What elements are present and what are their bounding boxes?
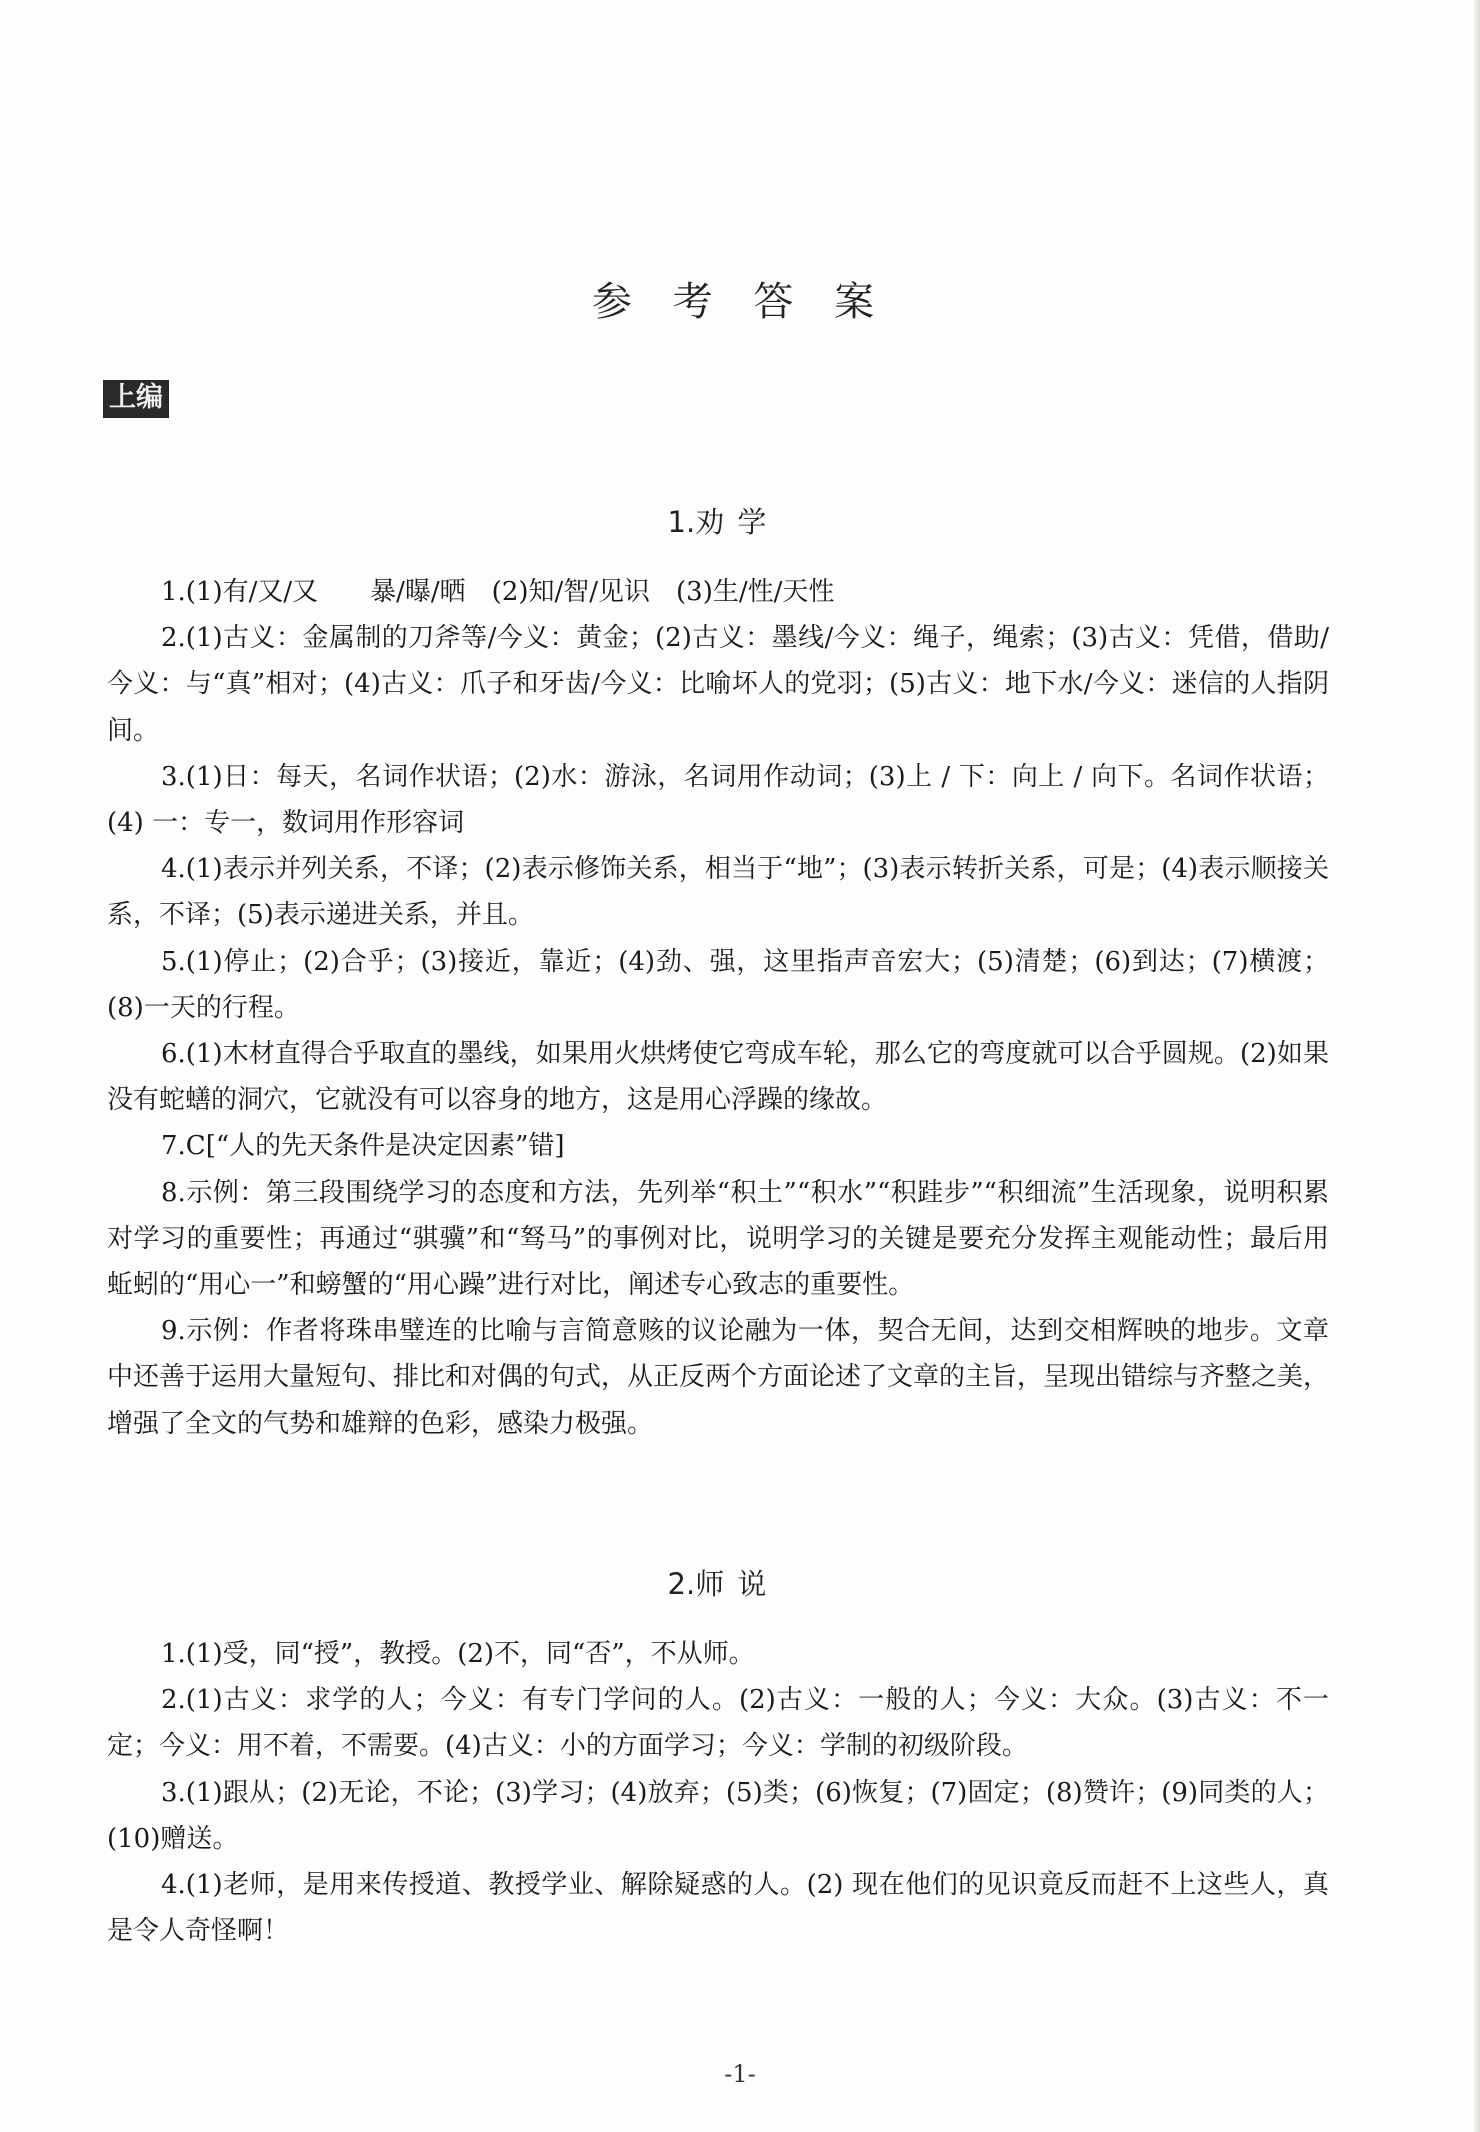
answer-item: 1.(1)受，同“授”，教授。(2)不，同“否”，不从师。 [161,1639,755,1669]
answer-item: 4.(1)老师，是用来传授道、教授学业、解除疑惑的人。(2) 现在他们的见识竟反而赶不上这些人，真是令人奇怪啊！ [107,1870,1329,1947]
section-title [107,1562,1329,1603]
part-label-badge: 上编 [103,380,169,418]
answer-item: 6.(1)木材直得合乎取直的墨线，如果用火烘烤使它弯成车轮，那么它的弯度就可以合乎圆规。(2)如果没有蛇蟮的洞穴，它就没有可以容身的地方，这是用心浮躁的缘故。 [107,1039,1329,1116]
page-title: 参 考 答 案 [591,279,889,325]
answer-item: 2.(1)古义：金属制的刀斧等/今义：黄金；(2)古义：墨线/今义：绳子，绳索；(3)古义：凭借，借助/今义：与“真”相对；(4)古义：爪子和牙齿/今义：比喻坏人的党羽；(5)古义：地下水/今义：迷信的人指阴间。 [107,623,1329,746]
answer-item: 4.(1)表示并列关系，不译；(2)表示修饰关系，相当于“地”；(3)表示转折关系，可是；(4)表示顺接关系，不译；(5)表示递进关系，并且。 [107,854,1329,931]
section-shishuo [107,1562,1329,1954]
section-quanxue [107,500,1329,1447]
section-number: 2. [667,1567,696,1601]
answer-item: 1.(1)有/又/又 暴/曝/晒 (2)知/智/见识 (3)生/性/天性 [161,577,835,607]
answer-item: 5.(1)停止；(2)合乎；(3)接近，靠近；(4)劲、强，这里指声音宏大；(5)清楚；(6)到达；(7)横渡；(8)一天的行程。 [107,946,1329,1023]
section-name: 师 说 [695,1567,769,1601]
answer-item: 7.C[“人的先天条件是决定因素”错] [161,1131,565,1162]
section-number: 1. [667,505,696,539]
answer-item: 8.示例：第三段围绕学习的态度和方法，先列举“积土”“积水”“积跬步”“积细流”生活现象，说明积累对学习的重要性；再通过“骐骥”和“驽马”的事例对比，说明学习的关键是要充分发挥主观能动性；最后用蚯蚓的“用心一”和螃蟹的“用心躁”进行对比，阐述专心致志的重要性。 [107,1177,1329,1301]
answer-item: 2.(1)古义：求学的人；今义：有专门学问的人。(2)古义：一般的人；今义：大众。(3)古义：不一定；今义：用不着，不需要。(4)古义：小的方面学习；今义：学制的初级阶段。 [107,1685,1329,1762]
page-number: -1- [724,2060,756,2088]
answer-item: 9.示例：作者将珠串璧连的比喻与言简意赅的议论融为一体，契合无间，达到交相辉映的地步。文章中还善于运用大量短句、排比和对偶的句式，从正反两个方面论述了文章的主旨，呈现出错综与齐整之美，增强了全文的气势和雄辩的色彩，感染力极强。 [107,1316,1330,1439]
answer-item: 3.(1)日：每天，名词作状语；(2)水：游泳，名词用作动词；(3)上 / 下：向上 / 向下。名词作状语；(4) 一：专一，数词用作形容词 [107,761,1329,839]
section-name: 劝 学 [695,505,769,539]
answer-item: 3.(1)跟从；(2)无论，不论；(3)学习；(4)放弃；(5)类；(6)恢复；(7)固定；(8)赞许；(9)同类的人；(10)赠送。 [107,1777,1329,1854]
section-title [107,500,1329,541]
